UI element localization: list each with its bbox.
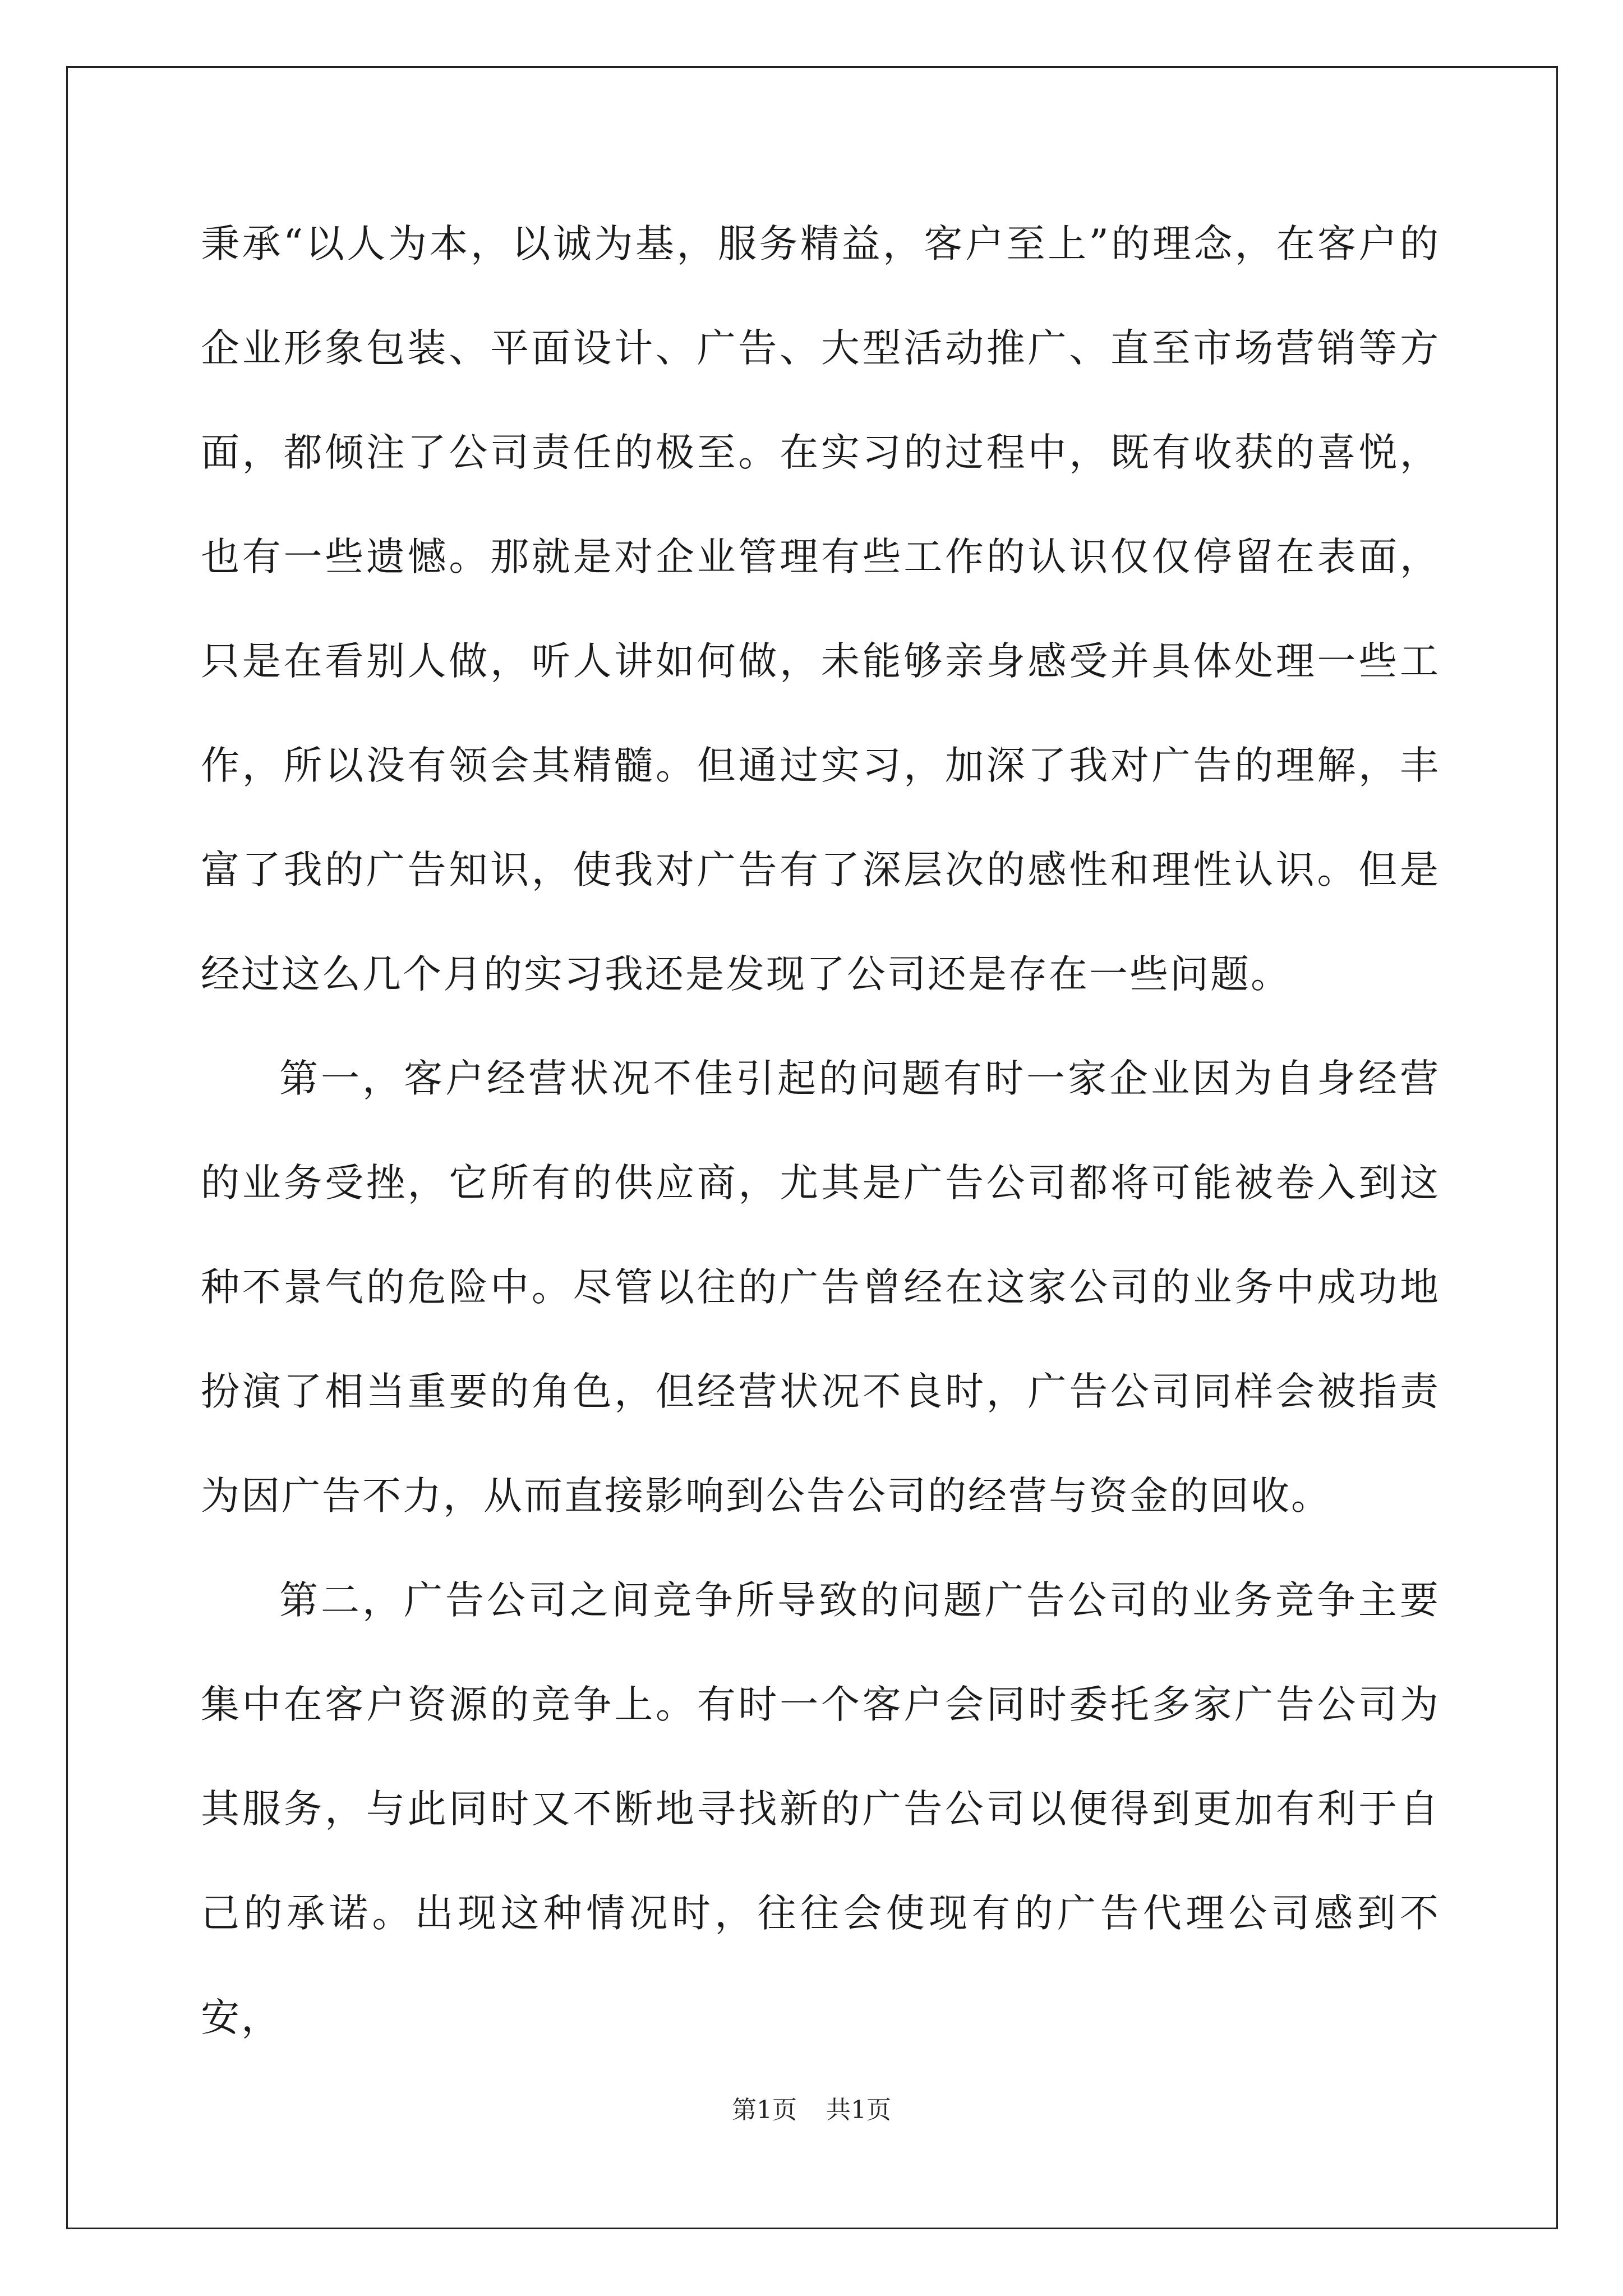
page-total: 共1页 <box>826 2096 891 2124</box>
document-body <box>201 192 1440 2070</box>
paragraph-2: 第一，客户经营状况不佳引起的问题有时一家企业因为自身经营的业务受挫，它所有的供应商，尤其是广告公司都将可能被卷入到这种不景气的危险中。尽管以往的广告曾经在这家公司的业务中成功地扮演了相当重要的角色，但经营状况不良时，广告公司同样会被指责为因广告不力，从而直接影响到公告公司的经营与资金的回收。 <box>201 1056 1440 1519</box>
page-footer <box>0 2093 1623 2127</box>
page-number: 第1页 <box>732 2096 797 2124</box>
paragraph-1: 秉承“以人为本，以诚为基，服务精益，客户至上”的理念，在客户的企业形象包装、平面设计、广告、大型活动推广、直至市场营销等方面，都倾注了公司责任的极至。在实习的过程中，既有收获的喜悦，也有一些遗憾。那就是对企业管理有些工作的认识仅仅停留在表面，只是在看别人做，听人讲如何做，未能够亲身感受并具体处理一些工作，所以没有领会其精髓。但通过实习，加深了我对广告的理解，丰富了我的广告知识，使我对广告有了深层次的感性和理性认识。但是经过这么几个月的实习我还是发现了公司还是存在一些问题。 <box>201 222 1440 997</box>
paragraph-3: 第二，广告公司之间竞争所导致的问题广告公司的业务竞争主要集中在客户资源的竞争上。有时一个客户会同时委托多家广告公司为其服务，与此同时又不断地寻找新的广告公司以便得到更加有利于自己的承诺。出现这种情况时，往往会使现有的广告代理公司感到不安， <box>201 1578 1440 2040</box>
